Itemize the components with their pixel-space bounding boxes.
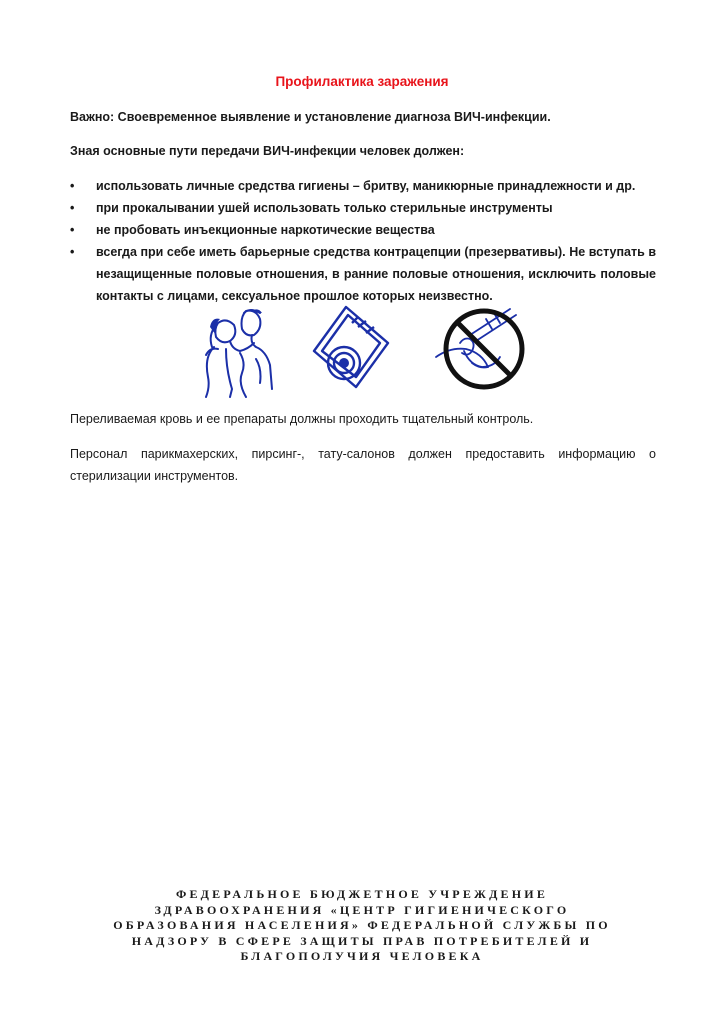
important-note: Важно: Своевременное выявление и установление диагноза ВИЧ-инфекции. [70,110,551,124]
list-item-text: при прокалывании ушей использовать только стерильные инструменты [96,201,553,215]
list-item-text: не пробовать инъекционные наркотические вещества [96,223,435,237]
footer-organization [60,887,664,965]
list-item [70,219,656,241]
list-item [70,197,656,219]
list-item [70,241,656,307]
bullet-icon: • [70,223,75,237]
no-injection-icon [432,303,528,395]
illustrations-row [0,303,724,398]
list-item-text: использовать личные средства гигиены – бритву, маникюрные принадлежности и др. [96,179,636,193]
couple-illustration [196,303,276,398]
list-item-text: всегда при себе иметь барьерные средства контрацепции (презервативы). Не вступать в незащищенные половые отношения, в ранние половые отношения, исключить половые контакты с лицами, сексуальное прошлое которых неизвестно. [96,245,656,303]
salons-paragraph: Персонал парикмахерских, пирсинг-, тату-салонов должен предоставить информацию о стерилизации инструментов. [70,447,656,483]
condom-illustration [308,303,392,391]
footer-line: ОБРАЗОВАНИЯ НАСЕЛЕНИЯ» ФЕДЕРАЛЬНОЙ СЛУЖБЫ ПО [113,918,611,932]
blood-paragraph: Переливаемая кровь и ее препараты должны проходить тщательный контроль. [70,412,534,426]
intro-text: Зная основные пути передачи ВИЧ-инфекции человек должен: [70,144,465,158]
bullet-icon: • [70,179,75,193]
bullet-icon: • [70,201,75,215]
list-item [70,175,656,197]
footer-line: ЗДРАВООХРАНЕНИЯ «ЦЕНТР ГИГИЕНИЧЕСКОГО [154,902,570,917]
page-title: Профилактика заражения [275,74,449,89]
footer-line: НАДЗОРУ В СФЕРЕ ЗАЩИТЫ ПРАВ ПОТРЕБИТЕЛЕЙ И [131,933,593,948]
footer-line: БЛАГОПОЛУЧИЯ ЧЕЛОВЕКА [240,949,484,963]
prevention-list [70,175,656,307]
bullet-icon: • [70,245,75,259]
footer-line: ФЕДЕРАЛЬНОЕ БЮДЖЕТНОЕ УЧРЕЖДЕНИЕ [175,887,549,901]
